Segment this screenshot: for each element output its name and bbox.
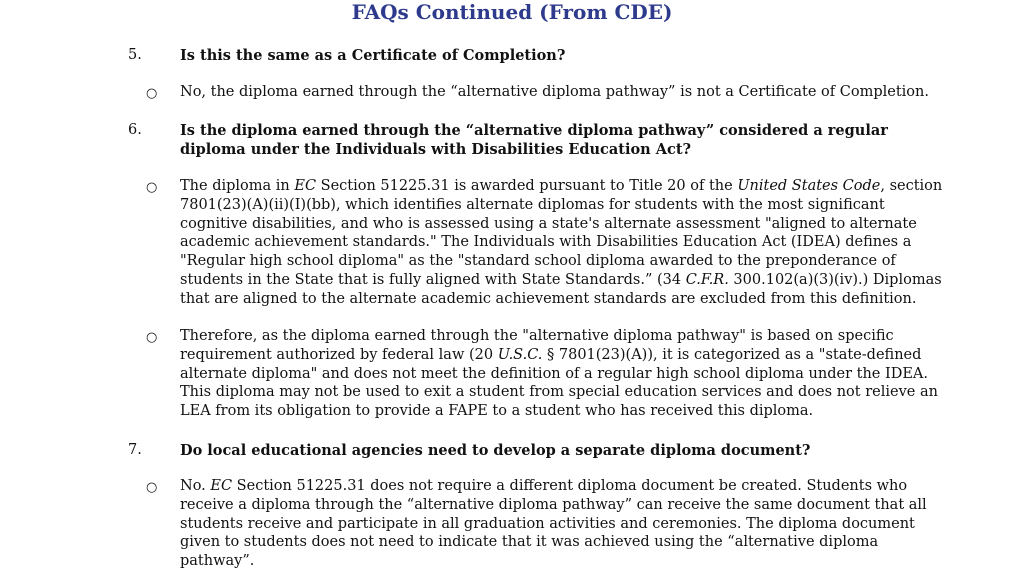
page-title: FAQs Continued (From CDE) <box>351 0 673 24</box>
faq-5-question: Is this the same as a Certificate of Completion? <box>180 47 566 64</box>
faq-5-number: 5. <box>128 47 142 63</box>
faq-7-answer-1: No. EC Section 51225.31 does not require a different diploma document be created. Students who receive a diploma through the “alternative diploma pathway” can receive the same document that all students receive and participate in all graduation activities and ceremonies. The diploma document given to students does not need to indicate that it was achieved using the “alternative diploma pathway”. <box>180 478 927 570</box>
bullet-icon: ○ <box>146 330 158 345</box>
faq-6-answer-1: The diploma in EC Section 51225.31 is awarded pursuant to Title 20 of the United States Code, section 7801(23)(A)(ii)(I)(bb), which identifies alternate diplomas for students with the most significant cognitive disabilities, and who is assessed using a state's alternate assessment "aligned to alternate academic achievement standards." The Individuals with Disabilities Education Act (IDEA) defines a "Regular high school diploma" as the "standard school diploma awarded to the preponderance of students in the State that is fully aligned with State Standards.” (34 C.F.R. 300.102(a)(3)(iv).) Diplomas that are aligned to the alternate academic achievement standards are excluded from this definition. <box>180 178 943 307</box>
faq-7-question: Do local educational agencies need to develop a separate diploma document? <box>180 442 811 459</box>
faq-5-answer-1: No, the diploma earned through the “alternative diploma pathway” is not a Certificate of Completion. <box>180 84 929 100</box>
faq-6-answer-2: Therefore, as the diploma earned through the "alternative diploma pathway" is based on specific requirement authorized by federal law (20 U.S.C. § 7801(23)(A)), it is categorized as a "state-defined alternate diploma" and does not meet the definition of a regular high school diploma under the IDEA. This diploma may not be used to exit a student from special education services and does not relieve an LEA from its obligation to provide a FAPE to a student who has received this diploma. <box>180 328 938 420</box>
bullet-icon: ○ <box>146 480 158 495</box>
faq-6-number: 6. <box>128 122 142 138</box>
bullet-icon: ○ <box>146 86 158 101</box>
faq-6-question: Is the diploma earned through the “alternative diploma pathway” considered a regular diploma under the Individuals with Disabilities Education Act? <box>180 122 888 158</box>
bullet-icon: ○ <box>146 180 158 195</box>
faq-7-number: 7. <box>128 442 142 458</box>
